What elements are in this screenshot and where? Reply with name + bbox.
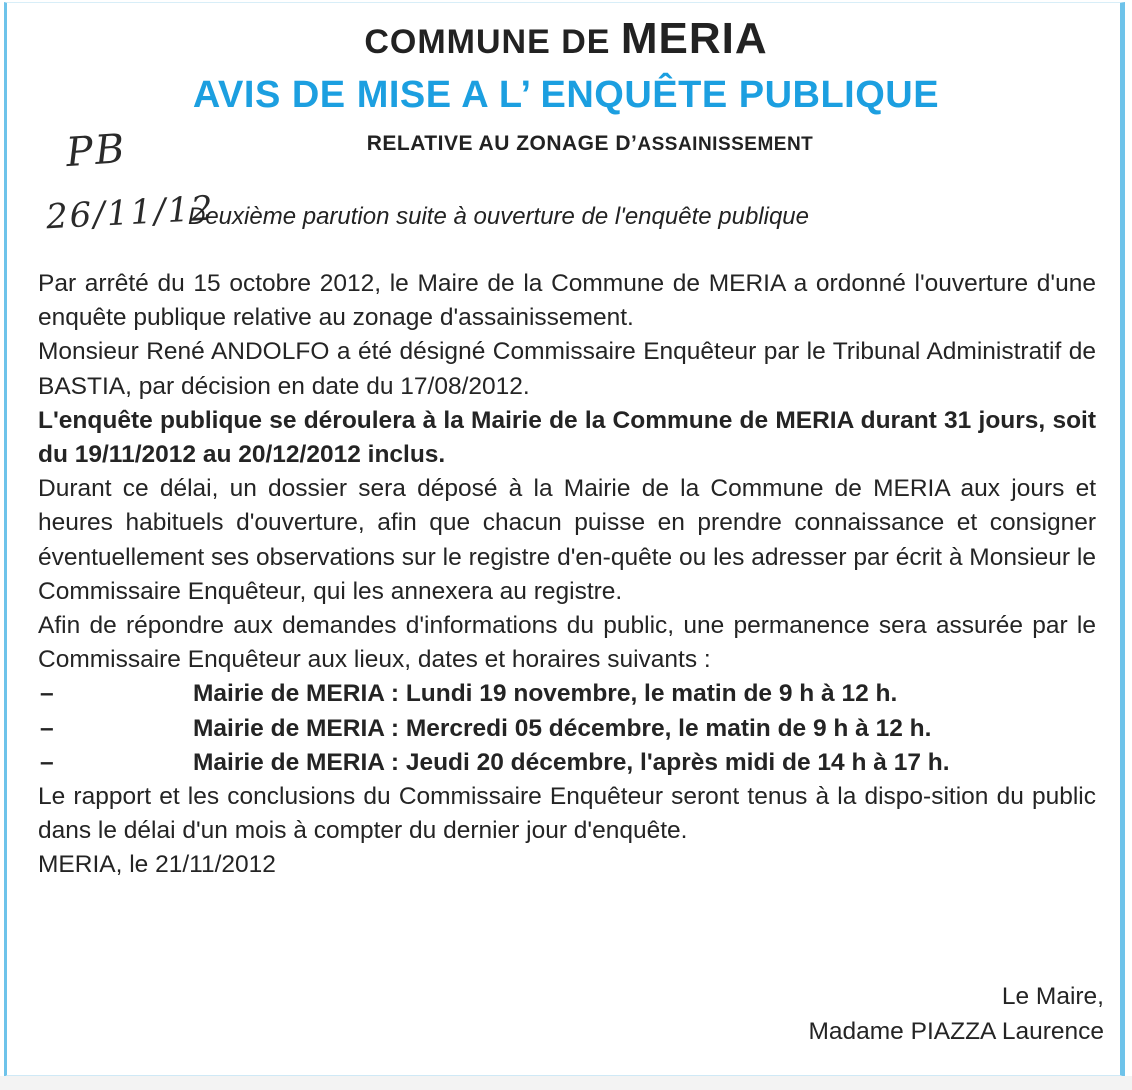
list-dash: – (40, 714, 54, 742)
paragraph-arrete: Par arrêté du 15 octobre 2012, le Maire de la Commune de MERIA a ordonné l'ouverture d'une enquête publique relative au zonage d'assainissement. (38, 270, 1096, 332)
commune-name: MERIA (620, 14, 768, 63)
list-dash: – (40, 748, 54, 776)
list-item (38, 746, 1096, 780)
handwritten-date: 26/11/12 (45, 188, 216, 238)
notice-heading: AVIS DE MISE A L’ ENQUÊTE PUBLIQUE (192, 74, 940, 116)
signature-role: Le Maire, (1001, 983, 1104, 1010)
commune-title (0, 14, 1132, 64)
scan-bottom-edge (0, 1076, 1132, 1090)
list-dash: – (40, 680, 54, 708)
handwritten-initials: PB (64, 125, 128, 177)
paragraph-commissaire: Monsieur René ANDOLFO a été désigné Commissaire Enquêteur par le Tribunal Administratif de BASTIA, par décision en date du 17/08/2012. (38, 338, 1096, 400)
list-item (38, 712, 1096, 746)
permanence-text: Mairie de MERIA : Lundi 19 novembre, le matin de 9 h à 12 h. (193, 680, 898, 708)
commune-prefix: COMMUNE DE (364, 23, 621, 61)
paragraph-duration: L'enquête publique se déroulera à la Mairie de la Commune de MERIA durant 31 jours, soit du 19/11/2012 au 20/12/2012 inclus. (38, 406, 1096, 469)
place-date: MERIA, le 21/11/2012 (38, 851, 276, 879)
paragraph-permanence-intro: Afin de répondre aux demandes d'informations du public, une permanence sera assurée par le Commissaire Enquêteur aux lieux, dates et horaires suivants : (38, 612, 1096, 674)
paragraph-rapport: Le rapport et les conclusions du Commissaire Enquêteur seront tenus à la dispo-sition du public dans le délai d'un mois à compter du dernier jour d'enquête. (38, 783, 1096, 845)
permanence-text: Mairie de MERIA : Mercredi 05 décembre, le matin de 9 h à 12 h. (193, 714, 932, 742)
notice-subject (24, 132, 1132, 156)
list-item (38, 677, 1096, 711)
notice-body (38, 267, 1096, 883)
signature-name: Madame PIAZZA Laurence (808, 1018, 1104, 1045)
paragraph-dossier: Durant ce délai, un dossier sera déposé à la Mairie de la Commune de MERIA aux jours et heures habituels d'ouverture, afin que chacun puisse en prendre connaissance et consigner éventuellement ses observations sur le registre d'en-quête ou les adresser par écrit à Monsieur le Commissaire Enquêteur, qui les annexera au registre. (38, 475, 1096, 605)
edition-note: Deuxième parution suite à ouverture de l'enquête publique (188, 203, 809, 230)
permanence-text: Mairie de MERIA : Jeudi 20 décembre, l'après midi de 14 h à 17 h. (193, 748, 950, 776)
permanence-list (38, 677, 1096, 780)
subject-prefix: RELATIVE AU ZONAGE D’ (366, 132, 638, 155)
subject-suffix: ASSAINISSEMENT (637, 134, 814, 155)
